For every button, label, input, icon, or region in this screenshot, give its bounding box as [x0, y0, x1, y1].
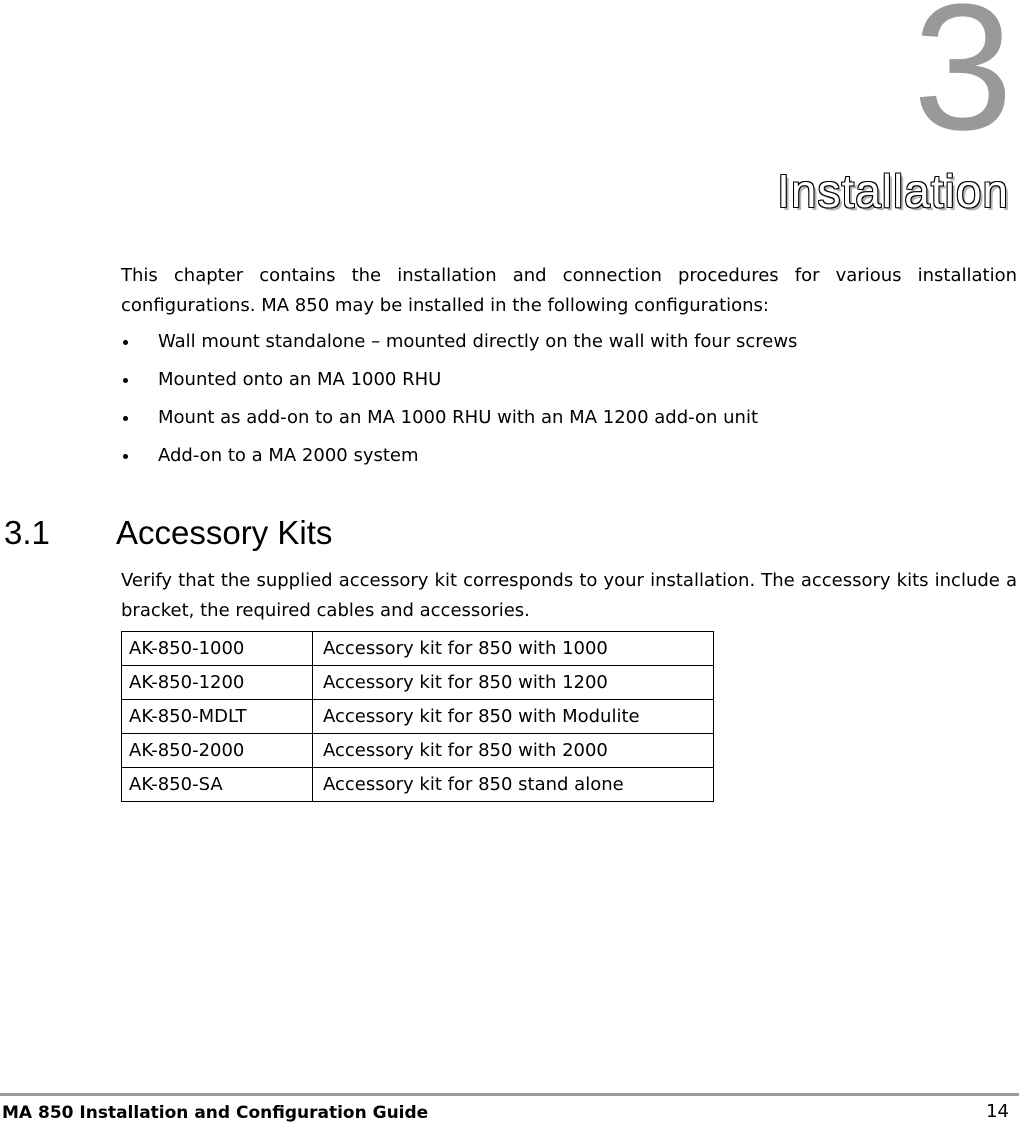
section-heading	[4, 513, 332, 553]
table-row	[122, 632, 714, 666]
bullet-icon	[123, 416, 128, 421]
kit-code: AK-850-MDLT	[122, 700, 313, 734]
list-item-text: Mounted onto an MA 1000 RHU	[158, 369, 442, 390]
kit-code: AK-850-2000	[122, 734, 313, 768]
footer-divider	[0, 1093, 1019, 1096]
accessory-kits-table	[121, 631, 714, 802]
list-item	[121, 327, 1017, 365]
list-item-text: Wall mount standalone – mounted directly on the wall with four screws	[158, 331, 798, 352]
list-item-text: Mount as add-on to an MA 1000 RHU with an MA 1200 add-on unit	[158, 407, 759, 428]
bullet-icon	[123, 378, 128, 383]
section-paragraph: Verify that the supplied accessory kit corresponds to your installation. The accessory kits include a bracket, the required cables and accessories.	[121, 570, 1017, 621]
chapter-title: Installation	[777, 165, 1009, 217]
page-number: 14	[986, 1101, 1009, 1122]
list-item	[121, 441, 1017, 479]
section-title: Accessory Kits	[116, 514, 333, 551]
list-item	[121, 403, 1017, 441]
intro-paragraph: This chapter contains the installation and connection procedures for various installation configurations. MA 850 may be installed in the following configurations:	[121, 265, 1017, 316]
kit-description: Accessory kit for 850 with 1200	[313, 666, 714, 700]
table-row	[122, 734, 714, 768]
section-number: 3.1	[4, 514, 50, 551]
kit-code: AK-850-SA	[122, 768, 313, 802]
list-item	[121, 365, 1017, 403]
chapter-number: 3	[912, 0, 1013, 168]
configuration-list	[121, 327, 1017, 479]
table-row	[122, 666, 714, 700]
kit-code: AK-850-1000	[122, 632, 313, 666]
kit-description: Accessory kit for 850 with 1000	[313, 632, 714, 666]
kit-description: Accessory kit for 850 with 2000	[313, 734, 714, 768]
footer-title: MA 850 Installation and Configuration Guide	[2, 1103, 429, 1123]
table-row	[122, 700, 714, 734]
table-row	[122, 768, 714, 802]
list-item-text: Add-on to a MA 2000 system	[158, 445, 419, 466]
kit-code: AK-850-1200	[122, 666, 313, 700]
kit-description: Accessory kit for 850 with Modulite	[313, 700, 714, 734]
bullet-icon	[123, 340, 128, 345]
kit-description: Accessory kit for 850 stand alone	[313, 768, 714, 802]
bullet-icon	[123, 454, 128, 459]
